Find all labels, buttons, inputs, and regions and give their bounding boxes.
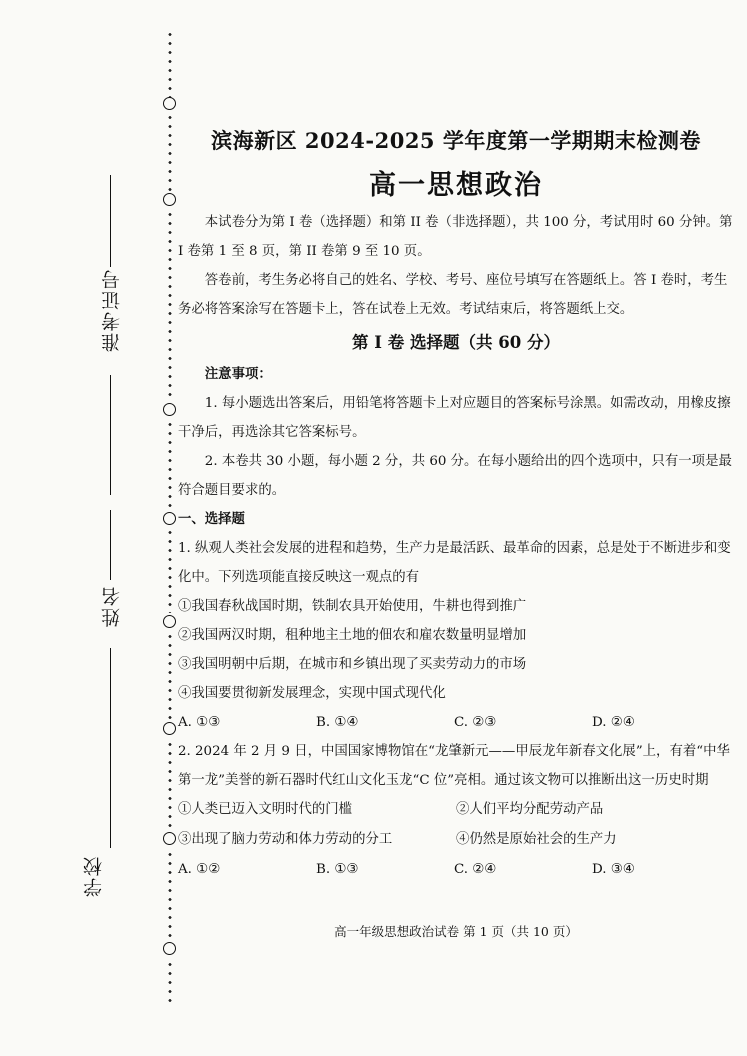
binding-dotted-line bbox=[164, 420, 176, 510]
question-2-options bbox=[178, 855, 734, 884]
question-1-options bbox=[178, 708, 734, 737]
subject-title: 高一思想政治 bbox=[369, 170, 543, 201]
binding-margin bbox=[0, 0, 185, 1056]
question-1-item: ④我国要贯彻新发展理念，实现中国式现代化 bbox=[178, 686, 446, 701]
option-c: C. ②④ bbox=[454, 862, 497, 877]
binding-hole-icon bbox=[163, 403, 176, 416]
notice-item-2: 2. 本卷共 30 小题，每小题 2 分，共 60 分。在每小题给出的四个选项中，只有一项是最符合题目要求的。 bbox=[178, 454, 732, 498]
notice-heading: 注意事项： bbox=[204, 366, 272, 382]
part-heading: 一、选择题 bbox=[178, 511, 245, 527]
binding-hole-icon bbox=[163, 193, 176, 206]
question-2-item: ②人们平均分配劳动产品 bbox=[456, 802, 604, 817]
option-d: D. ②④ bbox=[592, 715, 635, 730]
option-b: B. ①④ bbox=[316, 715, 359, 730]
notice-item-1: 1. 每小题选出答案后，用铅笔将答题卡上对应题目的答案标号涂黑。如需改动，用橡皮擦干净后，再选涂其它答案标号。 bbox=[178, 396, 731, 440]
binding-hole-icon bbox=[163, 942, 176, 955]
name-write-line[interactable] bbox=[110, 510, 111, 580]
question-2-item: ④仍然是原始社会的生产力 bbox=[456, 832, 617, 847]
exam-title: 滨海新区 2024-2025 学年度第一学期期末检测卷 bbox=[211, 128, 701, 153]
section-title: 第 I 卷 选择题（共 60 分） bbox=[352, 333, 560, 352]
question-1-item: ③我国明朝中后期，在城市和乡镇出现了买卖劳动力的市场 bbox=[178, 657, 527, 672]
option-a: A. ①③ bbox=[178, 715, 221, 730]
question-1-item: ②我国两汉时期，租种地主土地的佃农和雇农数量明显增加 bbox=[178, 628, 527, 643]
binding-dotted-line bbox=[164, 850, 176, 940]
question-2-item: ①人类已迈入文明时代的门槛 bbox=[178, 802, 353, 817]
name-write-line-lower[interactable] bbox=[110, 648, 111, 848]
question-2-stem: 2. 2024 年 2 月 9 日，中国国家博物馆在“龙肇新元——甲辰龙年新春文化展”上，有着“中华第一龙”美誉的新石器时代红山文化玉龙“C 位”亮相。通过该文物可以推断出这一历史时期 bbox=[178, 744, 730, 788]
binding-dotted-line bbox=[164, 632, 176, 720]
exam-id-write-line[interactable] bbox=[110, 175, 111, 267]
exam-id-label: 准考证号 bbox=[101, 268, 123, 352]
intro-paragraph-2: 答卷前，考生务必将自己的姓名、学校、考号、座位号填写在答题纸上。答 I 卷时，考生务必将答案涂写在答题卡上，答在试卷上无效。考试结束后，将答题纸上交。 bbox=[178, 273, 728, 317]
binding-dotted-line bbox=[164, 113, 176, 191]
exam-page-content bbox=[178, 125, 734, 884]
exam-id-write-line-lower[interactable] bbox=[110, 375, 111, 495]
binding-dotted-line bbox=[164, 528, 176, 613]
option-d: D. ③④ bbox=[592, 862, 635, 877]
binding-hole-icon bbox=[163, 615, 176, 628]
binding-dotted-line bbox=[164, 210, 176, 400]
question-2-items-row bbox=[178, 825, 734, 855]
question-2-items-row bbox=[178, 795, 734, 825]
binding-hole-icon bbox=[163, 512, 176, 525]
binding-dotted-line bbox=[164, 30, 176, 100]
page-footer: 高一年级思想政治试卷 第 1 页（共 10 页） bbox=[334, 924, 578, 939]
question-2-item: ③出现了脑力劳动和体力劳动的分工 bbox=[178, 832, 393, 847]
school-label: 学校 bbox=[83, 855, 105, 897]
binding-hole-icon bbox=[163, 97, 176, 110]
question-1-stem: 1. 纵观人类社会发展的进程和趋势，生产力是最活跃、最革命的因素，总是处于不断进步和变化中。下列选项能直接反映这一观点的有 bbox=[178, 541, 731, 585]
option-a: A. ①② bbox=[178, 862, 221, 877]
name-label: 姓名 bbox=[101, 585, 123, 627]
intro-paragraph-1: 本试卷分为第 I 卷（选择题）和第 II 卷（非选择题），共 100 分，考试用时 60 分钟。第 I 卷第 1 至 8 页，第 II 卷第 9 至 10 页。 bbox=[178, 215, 733, 259]
question-1-item: ①我国春秋战国时期，铁制农具开始使用，牛耕也得到推广 bbox=[178, 599, 527, 614]
option-b: B. ①③ bbox=[316, 862, 359, 877]
binding-hole-icon bbox=[163, 722, 176, 735]
binding-dotted-line bbox=[164, 960, 176, 1005]
binding-hole-icon bbox=[163, 832, 176, 845]
binding-dotted-line bbox=[164, 740, 176, 830]
option-c: C. ②③ bbox=[454, 715, 497, 730]
